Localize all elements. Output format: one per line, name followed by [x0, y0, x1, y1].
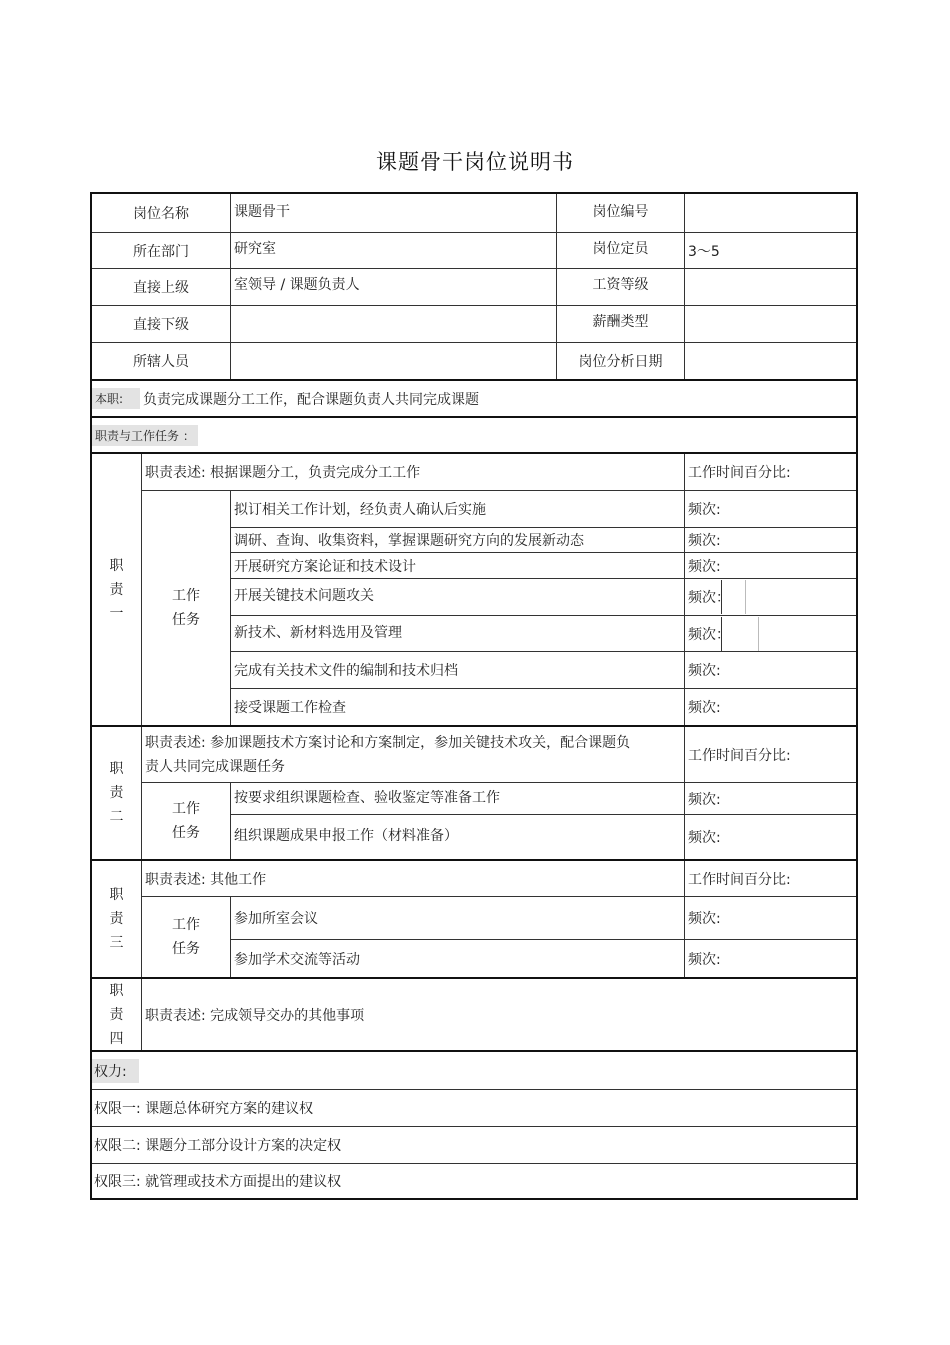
duty-tasks-header-row [90, 416, 858, 454]
duty-one-time-percent: 工作时间百分比: [688, 465, 791, 481]
duty-two-task-1: 按要求组织课题检查、验收鉴定等准备工作 [234, 790, 500, 806]
duty-two-task-label: 工作 任务 [172, 801, 200, 841]
label-pay-type: 薪酬类型 [592, 314, 649, 330]
duty-three-task-2-freq: 频次: [688, 951, 721, 968]
value-pay-type [685, 306, 855, 342]
power-label-cell [92, 1052, 142, 1089]
value-direct-subordinate [231, 306, 556, 342]
value-analysis-date [685, 343, 855, 379]
primary-duty-label: 本职: [92, 388, 140, 409]
value-department: 研究室 [234, 241, 276, 257]
duty-two-task-2-freq: 频次: [688, 830, 721, 846]
duty-one-block [90, 452, 858, 727]
duty-two-time-percent: 工作时间百分比: [688, 747, 791, 764]
duty-tasks-header: 职责与工作任务 ： [92, 425, 198, 446]
label-salary-grade: 工资等级 [592, 277, 649, 293]
value-position-code [685, 194, 855, 232]
duty-four-block [90, 977, 858, 1052]
duty-two-task-2: 组织课题成果申报工作（材料准备） [234, 828, 458, 844]
label-department: 所在部门 [133, 243, 189, 260]
duty-one-task-3: 开展研究方案论证和技术设计 [234, 558, 416, 575]
power-item-2: 权限二: 课题分工部分设计方案的决定权 [94, 1138, 342, 1154]
value-staff-under [231, 343, 556, 379]
duty-three-label: 职 责 三 [109, 887, 124, 951]
duty-one-task-7: 接受课题工作检查 [234, 700, 346, 716]
duty-two-description: 职责表述: 参加课题技术方案讨论和方案制定，参加关键技术攻关，配合课题负责人共同完成课题任务 [145, 734, 631, 775]
label-direct-subordinate: 直接下级 [133, 317, 189, 333]
duty-one-task-2: 调研、查询、收集资料，掌握课题研究方向的发展新动态 [234, 533, 584, 549]
primary-duty-row [90, 379, 858, 418]
power-item-1: 权限一: 课题总体研究方案的建议权 [94, 1101, 314, 1117]
duty-one-task-5: 新技术、新材料选用及管理 [234, 625, 402, 641]
duty-one-task-2-freq: 频次: [688, 533, 721, 549]
duty-one-task-6-freq: 频次: [688, 663, 721, 679]
value-direct-superior: 室领导 / 课题负责人 [234, 277, 360, 293]
document-title: 课题骨干岗位说明书 [376, 150, 574, 174]
power-block [90, 1050, 858, 1200]
duty-two-block [90, 725, 858, 861]
duty-one-task-4-freq: 频次： [688, 590, 730, 606]
duty-one-task-1-freq: 频次: [688, 502, 721, 518]
value-headcount: 3～5 [688, 243, 720, 260]
primary-duty-label-cell [92, 381, 143, 416]
duty-two-task-1-freq: 频次: [688, 791, 721, 808]
power-label: 权力: [92, 1059, 139, 1083]
duty-one-task-label: 工作 任务 [172, 588, 200, 628]
label-headcount: 岗位定员 [592, 241, 649, 257]
duty-three-time-percent: 工作时间百分比: [688, 871, 791, 888]
duty-three-task-label: 工作 任务 [172, 917, 200, 957]
duty-three-task-1: 参加所室会议 [234, 911, 318, 927]
duty-three-task-2: 参加学术交流等活动 [234, 951, 360, 968]
label-direct-superior: 直接上级 [133, 280, 189, 296]
duty-four-description: 职责表述: 完成领导交办的其他事项 [145, 1007, 365, 1024]
duty-four-label: 职 责 四 [109, 982, 124, 1047]
label-position-code: 岗位编号 [592, 204, 649, 220]
value-position-name: 课题骨干 [234, 204, 290, 220]
duty-one-task-3-freq: 频次: [688, 558, 721, 575]
duty-three-block [90, 859, 858, 979]
label-staff-under: 所辖人员 [133, 354, 189, 370]
duty-one-task-1: 拟订相关工作计划，经负责人确认后实施 [234, 502, 486, 518]
value-salary-grade [685, 269, 855, 305]
duty-three-task-1-freq: 频次: [688, 911, 721, 927]
duty-one-description: 职责表述: 根据课题分工，负责完成分工工作 [145, 465, 421, 481]
label-position-name: 岗位名称 [133, 206, 189, 222]
duty-two-label: 职 责 二 [109, 761, 124, 825]
duty-one-task-5-freq: 频次： [688, 627, 730, 643]
duty-one-label: 职 责 一 [109, 557, 124, 622]
primary-duty-text: 负责完成课题分工工作，配合课题负责人共同完成课题 [143, 391, 479, 408]
basic-info-block [90, 192, 858, 381]
label-analysis-date: 岗位分析日期 [578, 354, 663, 370]
duty-one-task-7-freq: 频次: [688, 700, 721, 716]
power-item-3: 权限三: 就管理或技术方面提出的建议权 [94, 1174, 342, 1190]
duty-one-task-4: 开展关键技术问题攻关 [234, 588, 374, 604]
duty-three-description: 职责表述: 其他工作 [145, 871, 267, 888]
duty-one-task-6: 完成有关技术文件的编制和技术归档 [234, 663, 458, 679]
job-description-table [90, 192, 858, 1200]
duty-tasks-header-cell [92, 418, 201, 452]
